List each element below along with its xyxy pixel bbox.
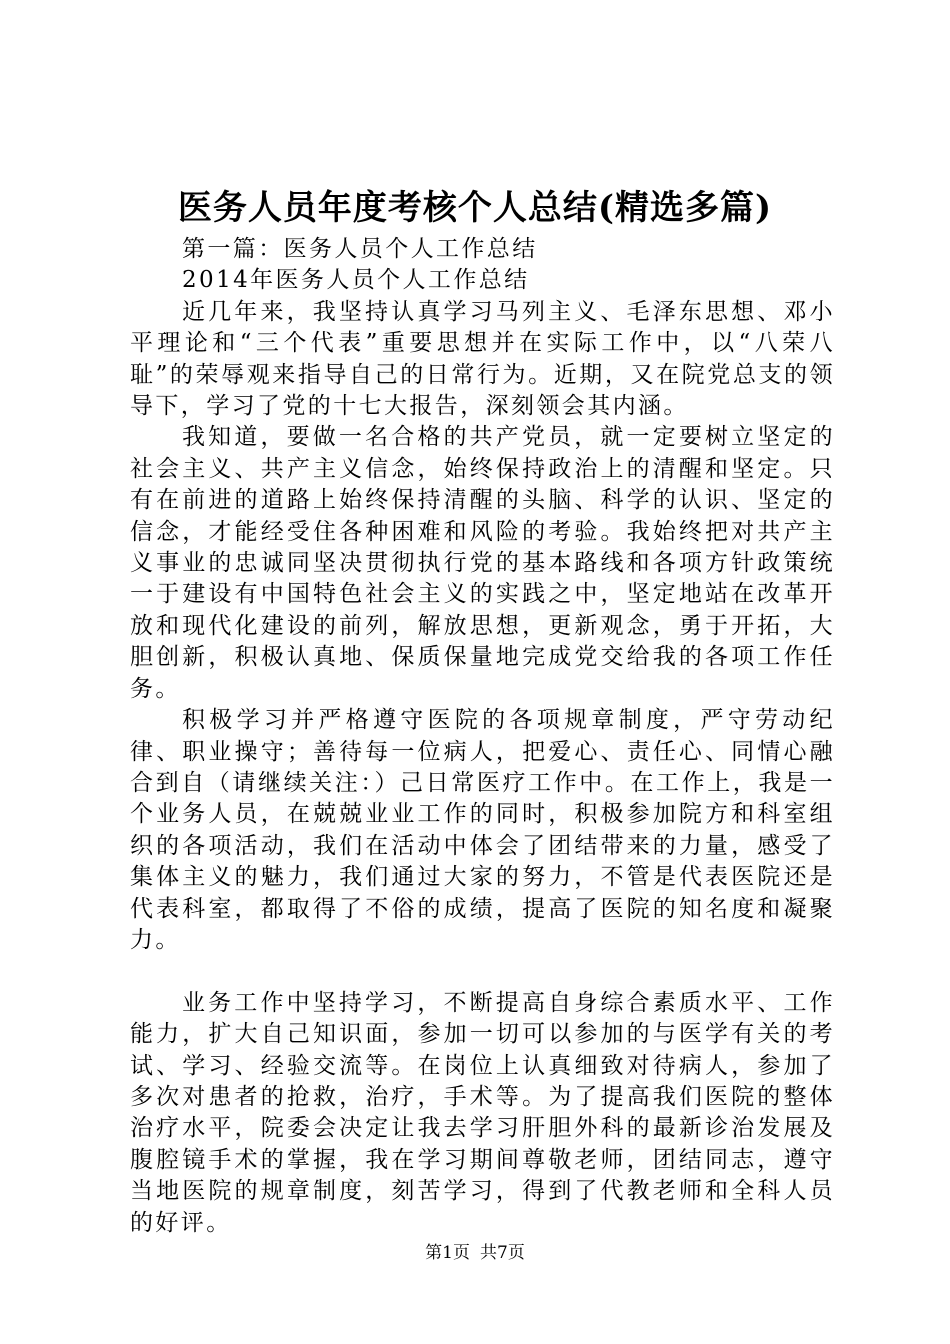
paragraph-2: 我知道，要做一名合格的共产党员，就一定要树立坚定的社会主义、共产主义信念，始终保持政治上的清醒和坚定。只有在前进的道路上始终保持清醒的头脑、科学的认识、坚定的信念，才能经受住各种困难和风险的考验。我始终把对共产主义事业的忠诚同坚决贯彻执行党的基本路线和各项方针政策统一于建设有中国特色社会主义的实践之中，坚定地站在改革开放和现代化建设的前列，解放思想，更新观念，勇于开拓，大胆创新，积极认真地、保质保量地完成党交给我的各项工作任务。	[130, 424, 835, 702]
paragraph-spacer	[130, 956, 835, 987]
page-total: 共7页	[480, 1243, 525, 1263]
subsection-heading: 2014年医务人员个人工作总结	[182, 267, 530, 294]
section-heading: 第一篇：医务人员个人工作总结	[182, 236, 538, 262]
page-number: 第1页	[425, 1243, 470, 1263]
paragraph-1: 近几年来，我坚持认真学习马列主义、毛泽东思想、邓小平理论和“三个代表”重要思想并在实际工作中，以“八荣八耻”的荣辱观来指导自己的日常行为。近期，又在院党总支的领导下，学习了党的十七大报告，深刻领会其内涵。	[130, 298, 835, 420]
document-body	[130, 234, 835, 1239]
page-footer	[0, 1241, 950, 1265]
paragraph-3: 积极学习并严格遵守医院的各项规章制度，严守劳动纪律、职业操守；善待每一位病人，把爱心、责任心、同情心融合到自（请继续关注：）己日常医疗工作中。在工作上，我是一个业务人员，在兢兢业业工作的同时，积极参加院方和科室组织的各项活动，我们在活动中体会了团结带来的力量，感受了集体主义的魅力，我们通过大家的努力，不管是代表医院还是代表科室，都取得了不俗的成绩，提高了医院的知名度和凝聚力。	[130, 707, 835, 953]
document-title: 医务人员年度考核个人总结(精选多篇)	[177, 188, 773, 228]
paragraph-4: 业务工作中坚持学习，不断提高自身综合素质水平、工作能力，扩大自己知识面，参加一切可以参加的与医学有关的考试、学习、经验交流等。在岗位上认真细致对待病人，参加了多次对患者的抢救，治疗，手术等。为了提高我们医院的整体治疗水平，院委会决定让我去学习肝胆外科的最新诊治发展及腹腔镜手术的掌握，我在学习期间尊敬老师，团结同志，遵守当地医院的规章制度，刻苦学习，得到了代教老师和全科人员的好评。	[130, 989, 835, 1236]
